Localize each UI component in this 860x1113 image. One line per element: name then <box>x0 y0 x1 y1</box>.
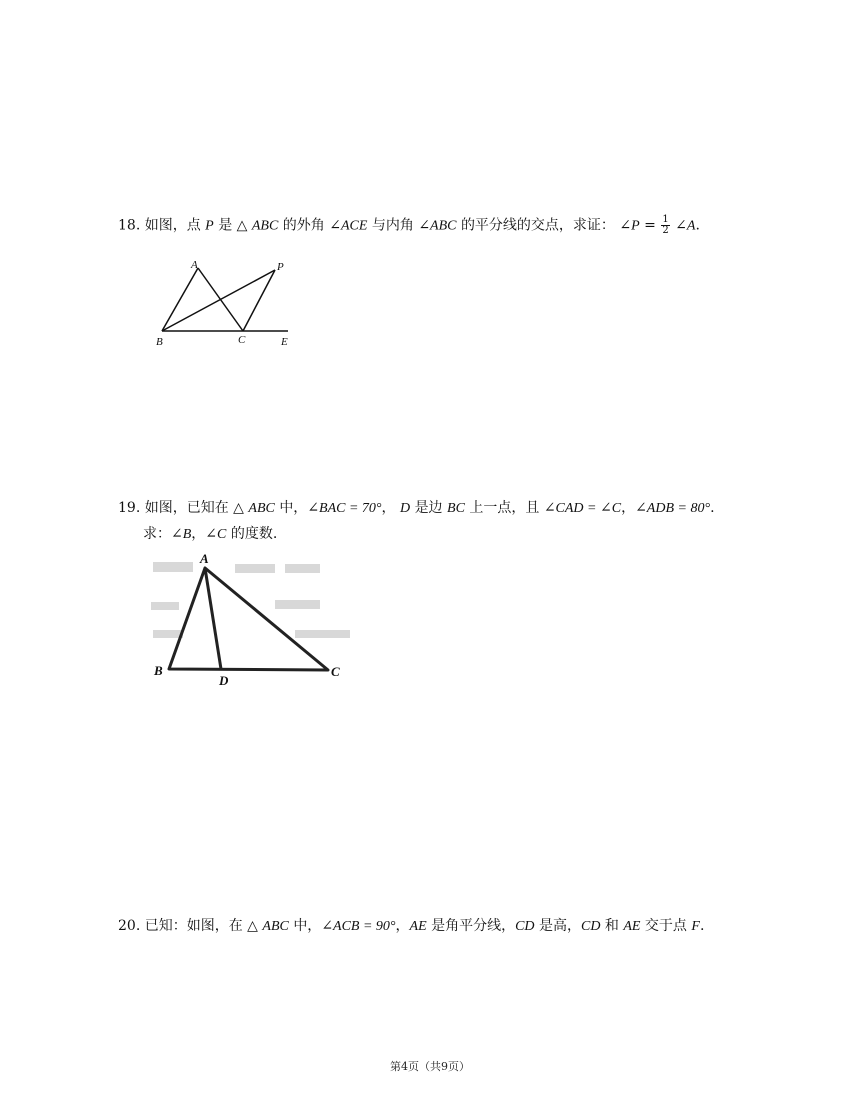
question-number: 19. <box>118 500 141 516</box>
fraction-one-half: $\frac{1}{2}$ <box>662 214 669 236</box>
label-B: B <box>156 336 163 348</box>
question-19-text: 19. 如图，已知在 △ ABC 中，∠BAC = 70°， D 是边 BC 上一点，且 ∠CAD = ∠C，∠ADB = 80°. <box>118 500 715 516</box>
triangle-ABC <box>169 568 328 670</box>
question-number: 18. <box>118 217 141 234</box>
question-19-ask: 求：∠B，∠C 的度数. <box>143 526 278 542</box>
label-D: D <box>219 673 229 688</box>
label-E: E <box>281 336 288 348</box>
label-C: C <box>331 664 340 679</box>
scan-noise <box>151 562 350 638</box>
figure-q19 <box>145 548 360 692</box>
figure-q18 <box>150 255 310 359</box>
segment-AD <box>205 568 221 669</box>
label-B: B <box>154 663 163 678</box>
question-number: 20. <box>118 918 141 934</box>
label-A: A <box>200 551 209 566</box>
question-20-text: 20. 已知：如图，在 △ ABC 中，∠ACB = 90°，AE 是角平分线，CD 是高，CD 和 AE 交于点 F. <box>118 918 705 934</box>
label-C: C <box>238 334 246 346</box>
page-footer: 第4页（共9页） <box>390 1060 470 1073</box>
label-A: A <box>191 259 198 271</box>
question-18-text: 18. 如图，点 P 是 △ ABC 的外角 ∠ACE 与内角 ∠ABC 的平分线的交点，求证： ∠P = $\frac{1}{2}$ ∠A. <box>118 214 700 236</box>
label-P: P <box>277 261 284 273</box>
